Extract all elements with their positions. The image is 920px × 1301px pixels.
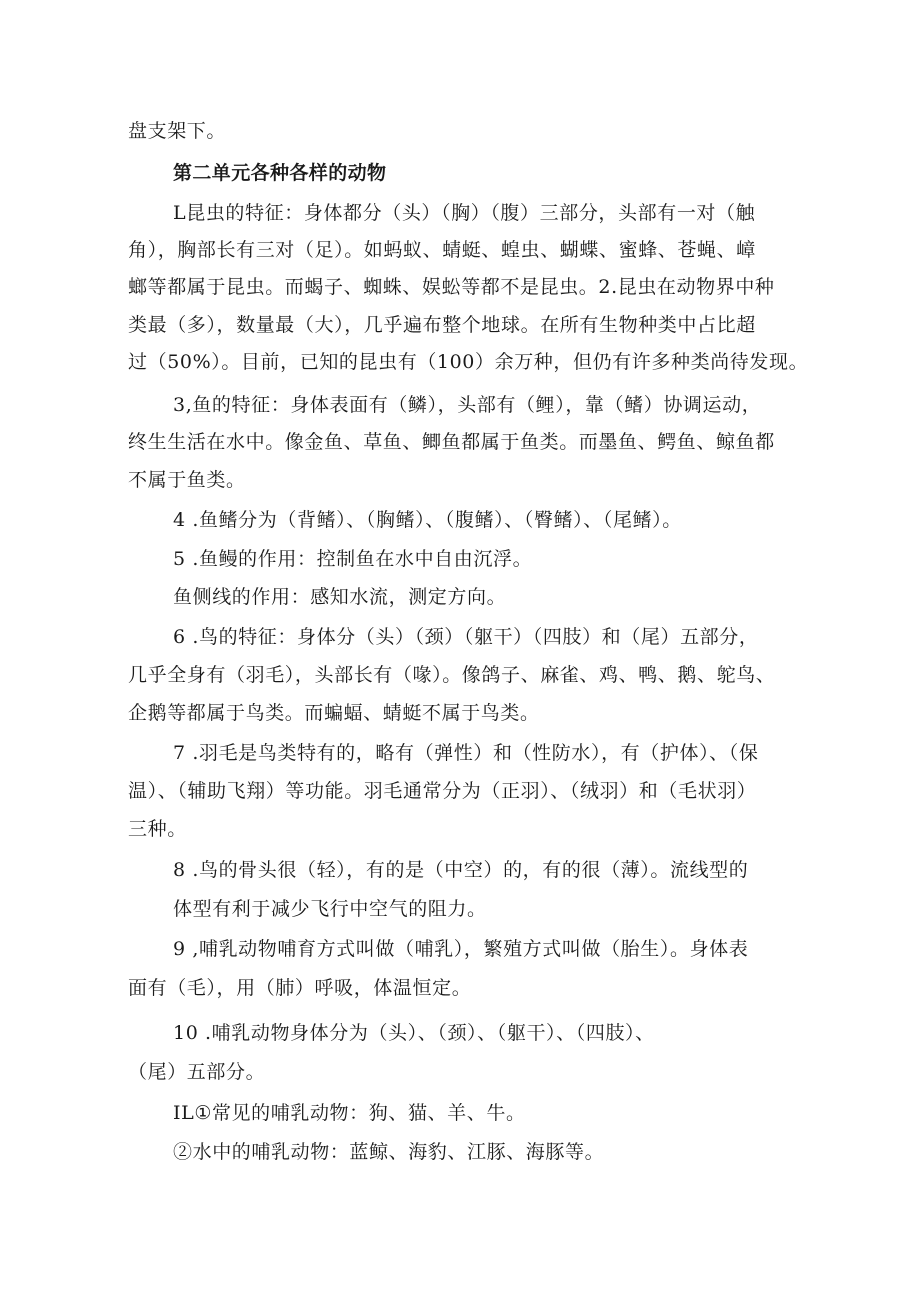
text-line: 3,鱼的特征：身体表面有（鳞），头部有（鲤），靠（鳍）协调运动， bbox=[173, 394, 762, 416]
text-line: 盘支架下。 bbox=[128, 120, 227, 142]
text-line: 终生生活在水中。像金鱼、草鱼、鲫鱼都属于鱼类。而墨鱼、鳄鱼、鲸鱼都 bbox=[128, 431, 775, 453]
text-line: 过（50%）。目前，已知的昆虫有（100）余万种，但仍有许多种类尚待发现。 bbox=[128, 351, 809, 373]
text-line: 8 .鸟的骨头很（轻），有的是（中空）的，有的很（薄）。流线型的 bbox=[173, 859, 749, 881]
text-line: 温）、（辅助飞翔）等功能。羽毛通常分为（正羽）、（绒羽）和（毛状羽） bbox=[128, 780, 757, 802]
text-line: L昆虫的特征：身体都分（头）（胸）（腹）三部分，头部有一对（触 bbox=[173, 202, 756, 224]
text-line: （尾）五部分。 bbox=[128, 1061, 266, 1083]
text-line: 面有（毛），用（肺）呼吸，体温恒定。 bbox=[128, 977, 472, 999]
text-line: 角），胸部长有三对（足）。如蚂蚁、蜻蜓、蝗虫、蝴蝶、蜜蜂、苍蝇、嶂 bbox=[128, 239, 756, 261]
text-line: 不属于鱼类。 bbox=[128, 469, 246, 491]
text-line: 类最（多），数量最（大），几乎遍布整个地球。在所有生物种类中占比超 bbox=[128, 314, 756, 336]
text-line: 企鹅等都属于鸟类。而蝙蝠、蜻蜓不属于鸟类。 bbox=[128, 702, 540, 724]
text-line: ②水中的哺乳动物：蓝鲸、海豹、江豚、海豚等。 bbox=[173, 1141, 605, 1163]
text-line: 7 .羽毛是鸟类特有的，略有（弹性）和（性防水），有（护体）、（保 bbox=[173, 742, 759, 764]
text-line: 螂等都属于昆虫。而蝎子、蜘蛛、娱蚣等都不是昆虫。2.昆虫在动物界中种 bbox=[128, 276, 775, 298]
text-line: 体型有利于减少飞行中空气的阻力。 bbox=[173, 898, 487, 920]
text-line: 鱼侧线的作用：感知水流，测定方向。 bbox=[173, 586, 507, 608]
text-line: 4 .鱼鳍分为（背鳍）、（胸鳍）、（腹鳍）、（臀鳍）、（尾鳍）。 bbox=[173, 509, 682, 531]
text-line: 10 .哺乳动物身体分为（头）、（颈）、（躯干）、（四肢）、 bbox=[173, 1022, 655, 1044]
text-line: 6 .鸟的特征：身体分（头）（颈）（躯干）（四肢）和（尾）五部分， bbox=[173, 626, 759, 648]
text-line: 5 .鱼鳗的作用：控制鱼在水中自由沉浮。 bbox=[173, 548, 533, 570]
text-line: 9 ,哺乳动物哺育方式叫做（哺乳），繁殖方式叫做（胎生）。身体表 bbox=[173, 938, 749, 960]
section-heading: 第二单元各种各样的动物 bbox=[173, 162, 387, 184]
text-line: IL①常见的哺乳动物：狗、猫、羊、牛。 bbox=[173, 1102, 526, 1124]
text-line: 三种。 bbox=[128, 818, 187, 840]
text-line: 几乎全身有（羽毛），头部长有（喙）。像鸽子、麻雀、鸡、鸭、鹅、鸵鸟、 bbox=[128, 664, 776, 686]
